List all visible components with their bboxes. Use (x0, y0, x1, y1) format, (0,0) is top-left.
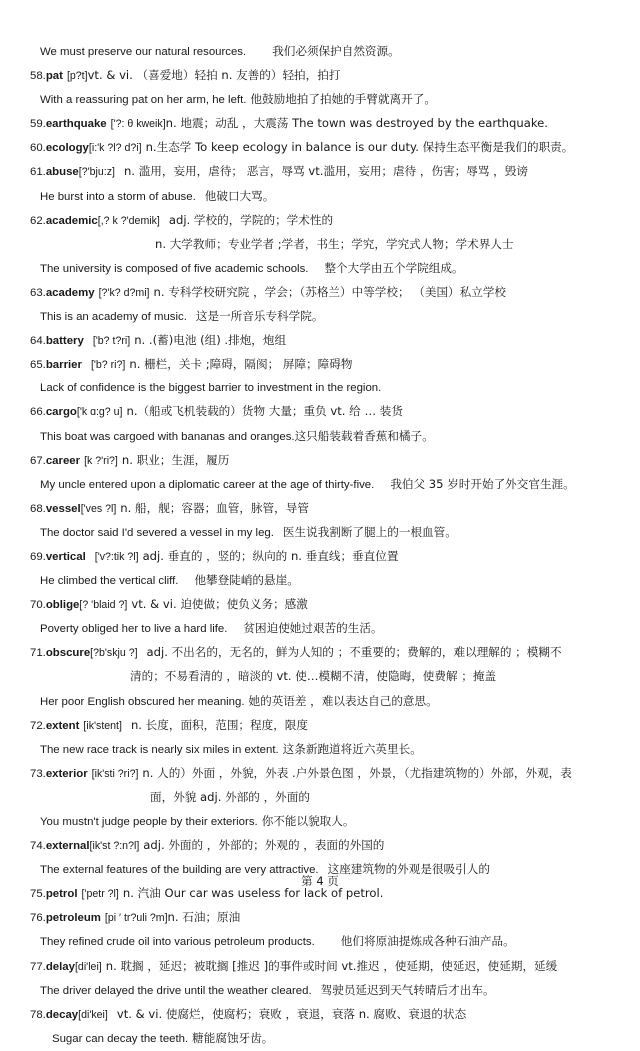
entry-headword-line (30, 112, 610, 136)
entry-headword-line (30, 906, 610, 930)
entry-word: ecology (45, 142, 89, 155)
example-chinese: 我伯父 35 岁时开始了外交官生涯。 (390, 476, 575, 491)
example-english: You mustn't judge people by their exteriors. (40, 816, 258, 828)
example-english: The new race track is nearly six miles in extent. (40, 743, 279, 756)
entry-headword-line (30, 545, 610, 569)
entry-word: battery (45, 335, 84, 348)
example-line (30, 690, 610, 714)
definition-continuation-line (30, 665, 610, 689)
entry-phonetic: [di'lei] (74, 960, 102, 973)
example-chinese: 她的英语差 ，难以表达自己的意思。 (248, 693, 438, 708)
example-english: The university is composed of five academic schools. (40, 262, 309, 275)
entry-number: 78. (30, 1008, 46, 1021)
entry-number: 69. (30, 550, 46, 563)
entry-definition: adj. 不出名的，无名的，鲜为人知的 ；不重要的；费解的，难以理解的 ；模糊不 (146, 645, 562, 660)
entry-definition: n. 专科学校研究院 ，学会；（苏格兰）中等学校； （美国）私立学校 (153, 284, 507, 299)
entry-phonetic: [,? k ?'demik] (97, 214, 160, 227)
example-line (30, 425, 610, 449)
entry-headword-line (30, 160, 610, 184)
example-english: My uncle entered upon a diplomatic career at the age of thirty-five. (40, 478, 375, 491)
example-chinese: 我们必须保护自然资源。 (272, 44, 400, 58)
entry-word: exterior (45, 767, 88, 780)
entry-phonetic: [i:'k ?l? d?i] (88, 142, 142, 155)
entry-word: obscure (45, 647, 91, 660)
example-english: We must preserve our natural resources. (40, 46, 247, 58)
example-chinese: 这是一所音乐专科学院。 (195, 309, 324, 324)
entry-definition: n. 职业；生涯，履历 (121, 452, 230, 467)
entry-word: abuse (45, 166, 79, 179)
entry-headword-line (30, 209, 610, 233)
entry-definition: n. 石油；原油 (167, 910, 241, 925)
entry-word: cargo (45, 406, 77, 419)
entry-number: 75. (30, 888, 46, 901)
example-line (30, 979, 610, 1003)
entry-word: academic (45, 214, 98, 227)
entry-headword-line (30, 449, 610, 473)
entry-number: 74. (30, 840, 46, 853)
example-english: Her poor English obscured her meaning. (40, 695, 245, 708)
entry-headword-line (30, 329, 610, 353)
example-english: Lack of confidence is the biggest barrier to investment in the region. (40, 382, 382, 395)
example-english: Poverty obliged her to live a hard life. (40, 623, 228, 636)
entry-definition: n. 滥用，妄用，虐待； 恶言，辱骂 vt.滥用，妄用；虐待 ，伤害；辱骂 ，毁谤 (123, 164, 528, 179)
entry-headword-line (30, 593, 610, 617)
example-line (30, 521, 610, 545)
entry-phonetic: ['v?:tik ?l] (94, 550, 139, 563)
entry-number: 73. (30, 767, 46, 780)
entry-number: 65. (30, 359, 46, 372)
entry-headword-line (30, 641, 610, 665)
entry-headword-line (30, 714, 610, 738)
entry-headword-line (30, 955, 610, 979)
example-chinese: 他攀登陡峭的悬崖。 (194, 573, 299, 588)
entry-phonetic: [k ?'ri?] (84, 454, 118, 467)
entry-definition: n.生态学 To keep ecology in balance is our duty. 保持生态平衡是我们的职责。 (145, 140, 574, 155)
entry-phonetic: [?b'skju ?] (90, 647, 138, 660)
entry-word: decay (45, 1008, 79, 1021)
entry-phonetic: ['k ɑ:g? u] (76, 406, 123, 419)
example-english: With a reassuring pat on her arm, he left. (40, 94, 247, 107)
entry-word: petroleum (45, 912, 101, 925)
entry-number: 68. (30, 502, 46, 515)
example-line (30, 569, 610, 593)
example-line (30, 738, 610, 762)
entry-word: career (45, 454, 81, 467)
example-line (30, 40, 610, 64)
entry-headword-line (30, 281, 610, 305)
entry-phonetic: [?'bju:z] (78, 166, 115, 179)
entry-phonetic: ['b? ri?] (90, 359, 126, 372)
entry-headword-line (30, 136, 610, 160)
entry-number: 59. (30, 118, 46, 131)
entry-number: 72. (30, 719, 46, 732)
example-english: The external features of the building are very attractive. (40, 864, 319, 877)
example-chinese: 糖能腐蚀牙齿。 (192, 1030, 274, 1045)
entry-word: oblige (45, 599, 80, 612)
entry-number: 76. (30, 912, 46, 925)
entry-word: vessel (45, 502, 81, 515)
example-chinese: 他们将原油提炼成各种石油产品。 (340, 934, 515, 949)
example-english: This is an academy of music. (40, 311, 187, 324)
entry-definition: n. 船，舰；容器；血管，脉管，导管 (120, 500, 309, 515)
entry-phonetic: [p?t] (66, 70, 88, 83)
entry-definition: n. 长度，面积，范围；程度，限度 (130, 717, 308, 732)
definition-continuation-line (30, 786, 610, 810)
entry-phonetic: ['b? t?ri] (92, 335, 131, 348)
entry-phonetic: [pi ′ tr?uli ?m] (104, 912, 168, 925)
entry-phonetic: [ik'sti ?ri?] (91, 767, 139, 780)
entry-word: pat (45, 70, 63, 83)
example-chinese: 他破口大骂。 (204, 188, 275, 203)
entry-definition: n. 人的）外面 ，外貌，外表 .户外景色图 ，外景，（尤指建筑物的）外部，外观，表 (142, 765, 572, 780)
entry-number: 58. (30, 70, 46, 83)
entry-word: academy (45, 286, 95, 299)
example-english: The driver delayed the drive until the weather cleared. (40, 984, 312, 997)
entry-phonetic: ['ves ?l] (80, 502, 117, 515)
entry-phonetic: [?'k? d?mi] (98, 286, 150, 299)
entry-word: extent (45, 719, 80, 732)
entry-word: vertical (45, 550, 86, 563)
entry-phonetic: ['petr ?l] (81, 888, 119, 901)
entry-headword-line (30, 834, 610, 858)
entry-definition-continued: n. 大学教师；专业学者 ;学者，书生；学究，学究式人物；学术界人士 (155, 236, 514, 251)
entry-word: external (45, 840, 90, 853)
entry-headword-line (30, 1003, 610, 1027)
entry-definition: adj. 垂直的 ，竖的；纵向的 n. 垂直线；垂直位置 (142, 548, 399, 563)
example-chinese: 贫困迫使她过艰苦的生活。 (243, 621, 383, 636)
example-english: He burst into a storm of abuse. (40, 190, 196, 203)
entry-definition: n. 栅栏，关卡 ;障碍，隔阂； 屏障；障碍物 (129, 357, 353, 372)
example-english: The doctor said I'd severed a vessel in my leg. (40, 526, 274, 539)
example-chinese: 驾驶员延迟到天气转晴后才出车。 (320, 982, 495, 997)
entry-phonetic: [? 'blaid ?] (79, 599, 128, 612)
example-chinese: 你不能以貌取人。 (261, 814, 355, 828)
entry-number: 71. (30, 647, 46, 660)
entry-phonetic: [ik'st ?:n?l] (89, 840, 140, 853)
example-english: He climbed the vertical cliff. (40, 575, 179, 588)
entry-headword-line (30, 497, 610, 521)
entry-number: 61. (30, 166, 46, 179)
example-english: This boat was cargoed with bananas and oranges. (40, 430, 295, 443)
entry-number: 70. (30, 599, 46, 612)
entry-number: 62. (30, 214, 46, 227)
entry-phonetic: ['?: θ kweik] (110, 118, 166, 131)
example-line (30, 377, 610, 400)
example-line (30, 617, 610, 641)
entry-definition: n. .(蓄)电池 (组) .排炮，炮组 (134, 333, 287, 348)
entry-definition: n.（船或飞机装载的）货物 大量；重负 vt. 给 … 装货 (126, 404, 403, 419)
example-english: They refined crude oil into various petroleum products. (40, 936, 315, 949)
entry-definition-continued: 清的；不易看清的 ，暗淡的 vt. 使…模糊不清，使隐晦，使费解 ；掩盖 (130, 669, 497, 684)
entry-number: 64. (30, 335, 46, 348)
example-line (30, 185, 610, 209)
entry-headword-line (30, 353, 610, 377)
example-line (30, 810, 610, 834)
vocabulary-entry-list (30, 40, 610, 1051)
example-line (30, 473, 610, 497)
example-chinese: 这座建筑物的外观是很吸引人的 (327, 862, 490, 877)
page-footer: 第 4 页 (301, 874, 339, 888)
entry-word: barrier (45, 359, 82, 372)
entry-definition: vt. & vi. （喜爱地）轻拍 n. 友善的）轻拍，拍打 (87, 68, 341, 83)
example-chinese: 他鼓励地拍了拍她的手臂就离开了。 (250, 92, 436, 107)
entry-definition: adj. 外面的 ，外部的；外观的 ，表面的外国的 (143, 838, 385, 853)
entry-headword-line (30, 762, 610, 786)
entry-definition: n. 汽油 Our car was useless for lack of petrol. (122, 886, 384, 901)
entry-number: 77. (30, 960, 46, 973)
definition-continuation-line (30, 233, 610, 257)
example-chinese: 整个大学由五个学院组成。 (324, 260, 464, 275)
entry-phonetic: [di'kei] (78, 1008, 108, 1021)
example-line (30, 257, 610, 281)
entry-headword-line (30, 64, 610, 88)
entry-word: petrol (45, 888, 78, 901)
entry-phonetic: [ik'stent] (83, 719, 122, 732)
entry-definition-continued: 面，外貌 adj. 外部的 ，外面的 (150, 789, 310, 804)
entry-headword-line (30, 400, 610, 424)
example-line (30, 1027, 610, 1051)
entry-word: earthquake (45, 118, 107, 131)
example-chinese: 这条新跑道将近六英里长。 (282, 741, 422, 756)
example-line (30, 305, 610, 329)
entry-number: 63. (30, 286, 46, 299)
entry-definition: n. 地震；动乱 ，大震荡 The town was destroyed by the earthquake. (165, 116, 548, 131)
example-chinese: 这只船装载着香蕉和橘子。 (294, 428, 434, 443)
example-line (30, 930, 610, 954)
entry-definition: n. 耽搁 ，延迟；被耽搁 [推迟 ]的事件或时间 vt.推迟 ，使延期，使延迟，使延期，延缓 (105, 958, 558, 973)
entry-definition: vt. & vi. 使腐烂，使腐朽；衰败 ，衰退，衰落 n. 腐败、衰退的状态 (116, 1006, 467, 1021)
example-chinese: 医生说我割断了腿上的一根血管。 (282, 524, 457, 539)
entry-definition: vt. & vi. 迫使做；使负义务；感激 (131, 597, 308, 612)
entry-number: 66. (30, 406, 46, 419)
entry-definition: adj. 学校的，学院的；学术性的 (168, 212, 334, 227)
entry-number: 60. (30, 142, 46, 155)
example-line (30, 88, 610, 112)
example-english: Sugar can decay the teeth. (52, 1032, 189, 1045)
entry-number: 67. (30, 454, 46, 467)
entry-word: delay (45, 960, 75, 973)
